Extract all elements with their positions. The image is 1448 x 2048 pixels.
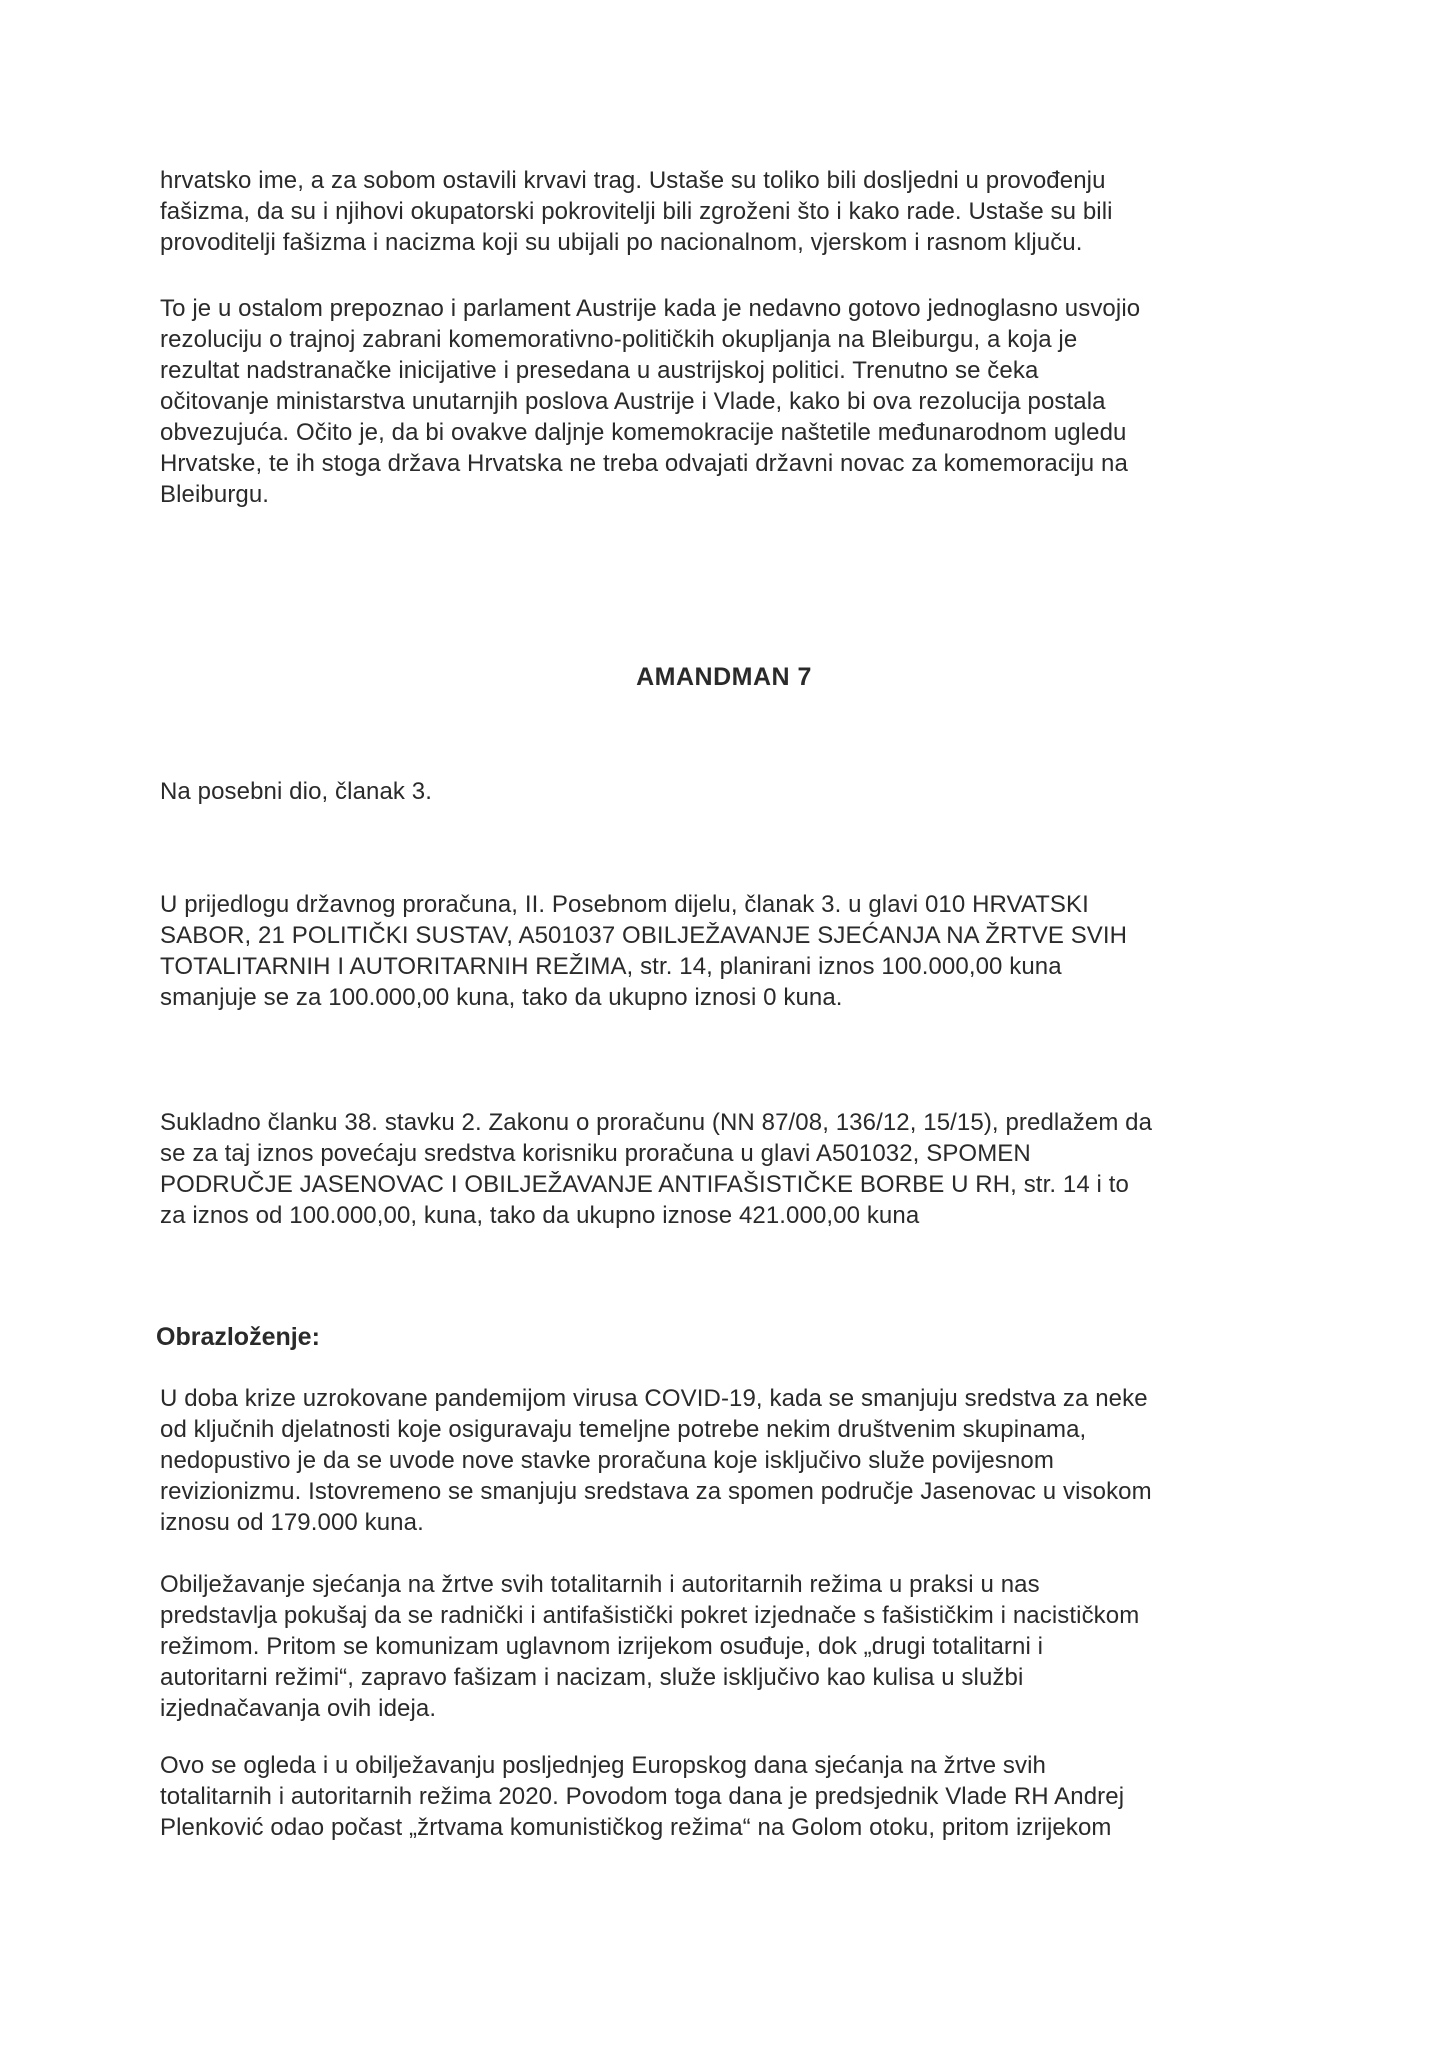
text-line: Sukladno članku 38. stavku 2. Zakonu o proračunu (NN 87/08, 136/12, 15/15), predlažem da bbox=[160, 1109, 1153, 1136]
amendment-title: AMANDMAN 7 bbox=[636, 663, 812, 691]
text-line: se za taj iznos povećaju sredstva korisniku proračuna u glavi A501032, SPOMEN bbox=[160, 1140, 1031, 1167]
amendment-reallocation bbox=[160, 1107, 1280, 1231]
text-line: provoditelji fašizma i nacizma koji su ubijali po nacionalnom, vjerskom i rasnom ključu. bbox=[160, 229, 1083, 256]
text-line: totalitarnih i autoritarnih režima 2020. Povodom toga dana je predsjednik Vlade RH Andrej bbox=[160, 1783, 1125, 1810]
justification-paragraph-3 bbox=[160, 1750, 1280, 1843]
text-line: od ključnih djelatnosti koje osiguravaju temeljne potrebe nekim društvenim skupinama, bbox=[160, 1416, 1087, 1443]
text-line: rezultat nadstranačke inicijative i presedana u austrijskoj politici. Trenutno se čeka bbox=[160, 357, 1039, 384]
text-line: iznosu od 179.000 kuna. bbox=[160, 1509, 424, 1536]
text-line: PODRUČJE JASENOVAC I OBILJEŽAVANJE ANTIFAŠISTIČKE BORBE U RH, str. 14 i to bbox=[160, 1171, 1129, 1198]
text-line: autoritarni režimi“, zapravo fašizam i nacizam, služe isključivo kao kulisa u službi bbox=[160, 1664, 1024, 1691]
text-line: obvezujuća. Očito je, da bi ovakve daljnje komemokracije naštetile međunarodnom ugledu bbox=[160, 419, 1127, 446]
amendment-location bbox=[160, 776, 1280, 807]
text-line: TOTALITARNIH I AUTORITARNIH REŽIMA, str. 14, planirani iznos 100.000,00 kuna bbox=[160, 953, 1062, 980]
text-line: režimom. Pritom se komunizam uglavnom izrijekom osuđuje, dok „drugi totalitarni i bbox=[160, 1633, 1044, 1660]
justification-title: Obrazloženje: bbox=[156, 1323, 320, 1351]
justification-paragraph-1 bbox=[160, 1383, 1280, 1538]
text-line: To je u ostalom prepoznao i parlament Austrije kada je nedavno gotovo jednoglasno usvojio bbox=[160, 295, 1141, 322]
text-line: U prijedlogu državnog proračuna, II. Posebnom dijelu, članak 3. u glavi 010 HRVATSKI bbox=[160, 891, 1089, 918]
text-line: izjednačavanja ovih ideja. bbox=[160, 1695, 437, 1722]
text-line: Bleiburgu. bbox=[160, 481, 270, 508]
text-line: nedopustivo je da se uvode nove stavke proračuna koje isključivo služe povijesnom bbox=[160, 1447, 1054, 1474]
text-line: za iznos od 100.000,00, kuna, tako da ukupno iznose 421.000,00 kuna bbox=[160, 1202, 920, 1229]
text-line: fašizma, da su i njihovi okupatorski pokrovitelji bili zgroženi što i kako rade. Ustaše su bili bbox=[160, 198, 1113, 225]
text-line: SABOR, 21 POLITIČKI SUSTAV, A501037 OBILJEŽAVANJE SJEĆANJA NA ŽRTVE SVIH bbox=[160, 922, 1128, 949]
text-line: hrvatsko ime, a za sobom ostavili krvavi trag. Ustaše su toliko bili dosljedni u provođenju bbox=[160, 167, 1106, 194]
text-line: revizionizmu. Istovremeno se smanjuju sredstava za spomen područje Jasenovac u visokom bbox=[160, 1478, 1152, 1505]
text-line: Hrvatske, te ih stoga država Hrvatska ne treba odvajati državni novac za komemoraciju na bbox=[160, 450, 1128, 477]
justification-paragraph-2 bbox=[160, 1569, 1280, 1724]
text-line: predstavlja pokušaj da se radnički i antifašistički pokret izjednače s fašističkim i nacističkom bbox=[160, 1602, 1140, 1629]
austria-paragraph bbox=[160, 293, 1280, 510]
text-line: smanjuje se za 100.000,00 kuna, tako da ukupno iznosi 0 kuna. bbox=[160, 984, 843, 1011]
text-line: Ovo se ogleda i u obilježavanju posljednjeg Europskog dana sjećanja na žrtve svih bbox=[160, 1752, 1046, 1779]
amendment-proposal bbox=[160, 889, 1280, 1013]
text-line: Obilježavanje sjećanja na žrtve svih totalitarnih i autoritarnih režima u praksi u nas bbox=[160, 1571, 1040, 1598]
text-line: Plenković odao počast „žrtvama komunističkog režima“ na Golom otoku, pritom izrijekom bbox=[160, 1814, 1112, 1841]
text-line: očitovanje ministarstva unutarnjih poslova Austrije i Vlade, kako bi ova rezolucija postala bbox=[160, 388, 1106, 415]
intro-paragraph bbox=[160, 165, 1280, 258]
text-line: Na posebni dio, članak 3. bbox=[160, 778, 433, 805]
text-line: U doba krize uzrokovane pandemijom virusa COVID-19, kada se smanjuju sredstva za neke bbox=[160, 1385, 1148, 1412]
text-line: rezoluciju o trajnoj zabrani komemorativno-političkih okupljanja na Bleiburgu, a koja je bbox=[160, 326, 1078, 353]
